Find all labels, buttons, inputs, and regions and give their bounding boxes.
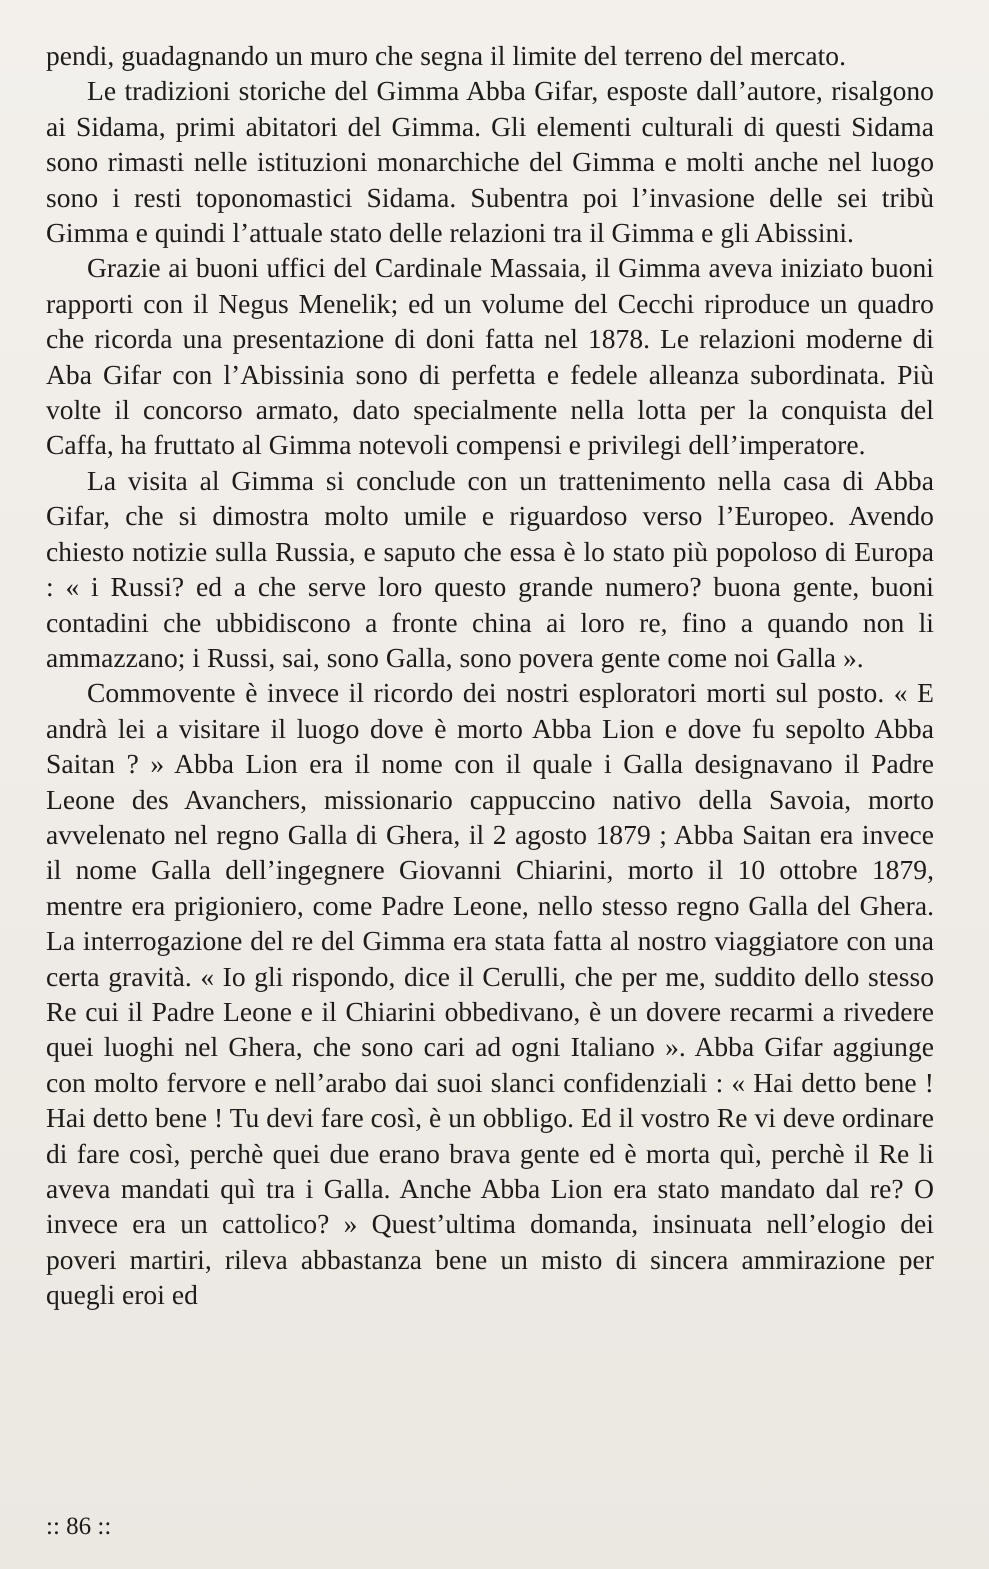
paragraph-explorers-memory: Commovente è invece il ricordo dei nostri esploratori morti sul posto. « E andrà lei a visitare il luogo dove è morto Abba Lion e dove fu sepolto Abba Saitan ? » Abba Lion era il nome con il quale i Galla designavano il Padre Leone des Avanchers, missionario cappuccino nativo della Savoia, morto avvelenato nel regno Galla di Ghera, il 2 agosto 1879 ; Abba Saitan era invece il nome Galla dell’ingegnere Giovanni Chiarini, morto il 10 ottobre 1879, mentre era prigioniero, come Padre Leone, nello stesso regno Galla del Ghera. La interrogazione del re del Gimma era stata fatta al nostro viaggiatore con una certa gravità. « Io gli rispondo, dice il Cerulli, che per me, suddito dello stesso Re cui il Padre Leone e il Chiarini obbedivano, è un dovere recarmi a rivedere quei luoghi nel Ghera, che sono cari ad ogni Italiano ». Abba Gifar aggiunge con molto fervore e nell’arabo dai suoi slanci confidenziali : « Hai detto bene ! Hai detto bene ! Tu devi fare così, è un obbligo. Ed il vostro Re vi deve ordinare di fare così, perchè quei due erano brava gente ed è morta quì, perchè il Re li aveva mandati quì tra i Galla. Anche Abba Lion era stato mandato dal re? O invece era un cattolico? » Quest’ultima domanda, insinuata nell’elogio dei poveri martiri, rileva abbastanza bene un misto di sincera ammirazione per quegli eroi ed <box>46 677 934 1311</box>
paragraph-continuation: pendi, guadagnando un muro che segna il limite del terreno del mercato. <box>46 40 847 71</box>
page-number: :: 86 :: <box>46 1513 112 1540</box>
paragraph-gimma-traditions: Le tradizioni storiche del Gimma Abba Gifar, esposte dall’autore, risalgono ai Sidama, primi abitatori del Gimma. Gli elementi culturali di questi Sidama sono rimasti nelle istituzioni monarchiche del Gimma e molti anche nel luogo sono i resti toponomastici Sidama. Subentra poi l’invasione delle sei tribù Gimma e quindi l’attuale stato delle relazioni tra il Gimma e gli Abissini. <box>46 75 934 249</box>
body-text <box>46 38 934 1313</box>
paragraph-visit-abba-gifar: La visita al Gimma si conclude con un trattenimento nella casa di Abba Gifar, che si dimostra molto umile e riguardoso verso l’Europeo. Avendo chiesto notizie sulla Russia, e saputo che essa è lo stato più popoloso di Europa : « i Russi? ed a che serve loro questo grande numero? buona gente, buoni contadini che ubbidiscono a fronte china ai loro re, fino a quando non li ammazzano; i Russi, sai, sono Galla, sono povera gente come noi Galla ». <box>46 464 934 673</box>
paragraph-relations-abyssinia: Grazie ai buoni uffici del Cardinale Massaia, il Gimma aveva iniziato buoni rapporti con il Negus Menelik; ed un volume del Cecchi riproduce un quadro che ricorda una presentazione di doni fatta nel 1878. Le relazioni moderne di Aba Gifar con l’Abissinia sono di perfetta e fedele alleanza subordinata. Più volte il concorso armato, dato specialmente nella lotta per la conquista del Caffa, ha fruttato al Gimma notevoli compensi e privilegi dell’imperatore. <box>46 252 934 461</box>
